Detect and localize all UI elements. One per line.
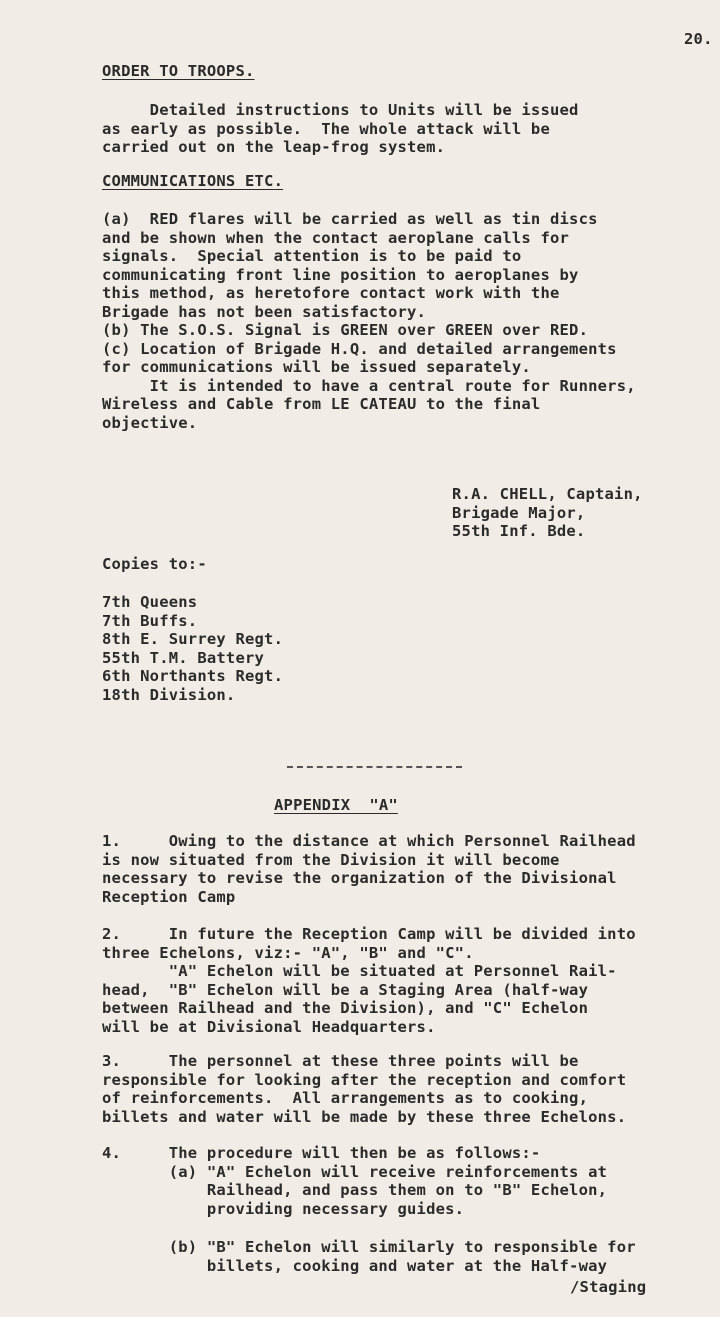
communications-line: signals. Special attention is to be paid to [102, 247, 522, 265]
communications-line: It is intended to have a central route for Runners, [102, 376, 636, 395]
copies-heading: Copies to:- [102, 555, 207, 573]
section-divider [287, 766, 462, 768]
copies-item: 7th Queens [102, 593, 198, 611]
communications-line: Wireless and Cable from LE CATEAU to the final [102, 395, 541, 413]
page-number: 20. [684, 30, 713, 48]
communications-line: for communications will be issued separately. [102, 358, 531, 376]
communications-line: (b) The S.O.S. Signal is GREEN over GREEN over RED. [102, 321, 589, 339]
appendix-line: head, "B" Echelon will be a Staging Area (half-way [102, 980, 589, 999]
appendix-line: responsible for looking after the reception and comfort [102, 1070, 627, 1089]
appendix-line: Reception Camp [102, 887, 236, 906]
communications-line: (a) RED flares will be carried as well as tin discs [102, 210, 598, 228]
copies-item: 7th Buffs. [102, 611, 198, 630]
copies-item: 6th Northants Regt. [102, 667, 284, 685]
orders-heading: ORDER TO TROOPS. [102, 62, 255, 80]
appendix-line: 3. The personnel at these three points will be [102, 1052, 579, 1070]
appendix-line: billets and water will be made by these three Echelons. [102, 1107, 627, 1126]
appendix-line: 4. The procedure will then be as follows:- [102, 1144, 541, 1162]
signature-line: 55th Inf. Bde. [452, 522, 586, 540]
communications-line: and be shown when the contact aeroplane calls for [102, 228, 570, 247]
appendix-line: 2. In future the Reception Camp will be divided into [102, 925, 636, 943]
signature-line: R.A. CHELL, Captain, [452, 485, 643, 503]
appendix-line: billets, cooking and water at the Half-way [102, 1256, 608, 1275]
communications-line: objective. [102, 413, 198, 432]
appendix-line: (b) "B" Echelon will similarly to responsible for [102, 1238, 636, 1256]
orders-line: Detailed instructions to Units will be issued [102, 101, 579, 119]
appendix-line: will be at Divisional Headquarters. [102, 1017, 436, 1036]
appendix-line: "A" Echelon will be situated at Personnel Rail- [102, 962, 617, 980]
appendix-heading: APPENDIX "A" [274, 796, 398, 814]
signature-line: Brigade Major, [452, 503, 586, 522]
appendix-line: between Railhead and the Division), and "C" Echelon [102, 999, 589, 1017]
copies-item: 18th Division. [102, 685, 236, 704]
communications-line: this method, as heretofore contact work with the [102, 284, 560, 302]
appendix-line: is now situated from the Division it will become [102, 850, 560, 869]
appendix-line: Railhead, and pass them on to "B" Echelon, [102, 1181, 608, 1199]
orders-line: carried out on the leap-frog system. [102, 138, 446, 156]
appendix-line: three Echelons, viz:- "A", "B" and "C". [102, 943, 474, 962]
copies-item: 55th T.M. Battery [102, 648, 265, 667]
communications-line: Brigade has not been satisfactory. [102, 302, 427, 321]
appendix-line: 1. Owing to the distance at which Personnel Railhead [102, 832, 636, 850]
appendix-line: (a) "A" Echelon will receive reinforcements at [102, 1162, 608, 1181]
appendix-line: providing necessary guides. [102, 1199, 465, 1218]
orders-line: as early as possible. The whole attack will be [102, 119, 550, 138]
communications-line: (c) Location of Brigade H.Q. and detailed arrangements [102, 339, 617, 358]
appendix-line: necessary to revise the organization of the Divisional [102, 869, 617, 887]
communications-heading: COMMUNICATIONS ETC. [102, 172, 284, 190]
appendix-line: of reinforcements. All arrangements as to cooking, [102, 1089, 589, 1107]
copies-item: 8th E. Surrey Regt. [102, 630, 284, 648]
communications-line: communicating front line position to aeroplanes by [102, 265, 579, 284]
catchword: /Staging [570, 1278, 647, 1296]
